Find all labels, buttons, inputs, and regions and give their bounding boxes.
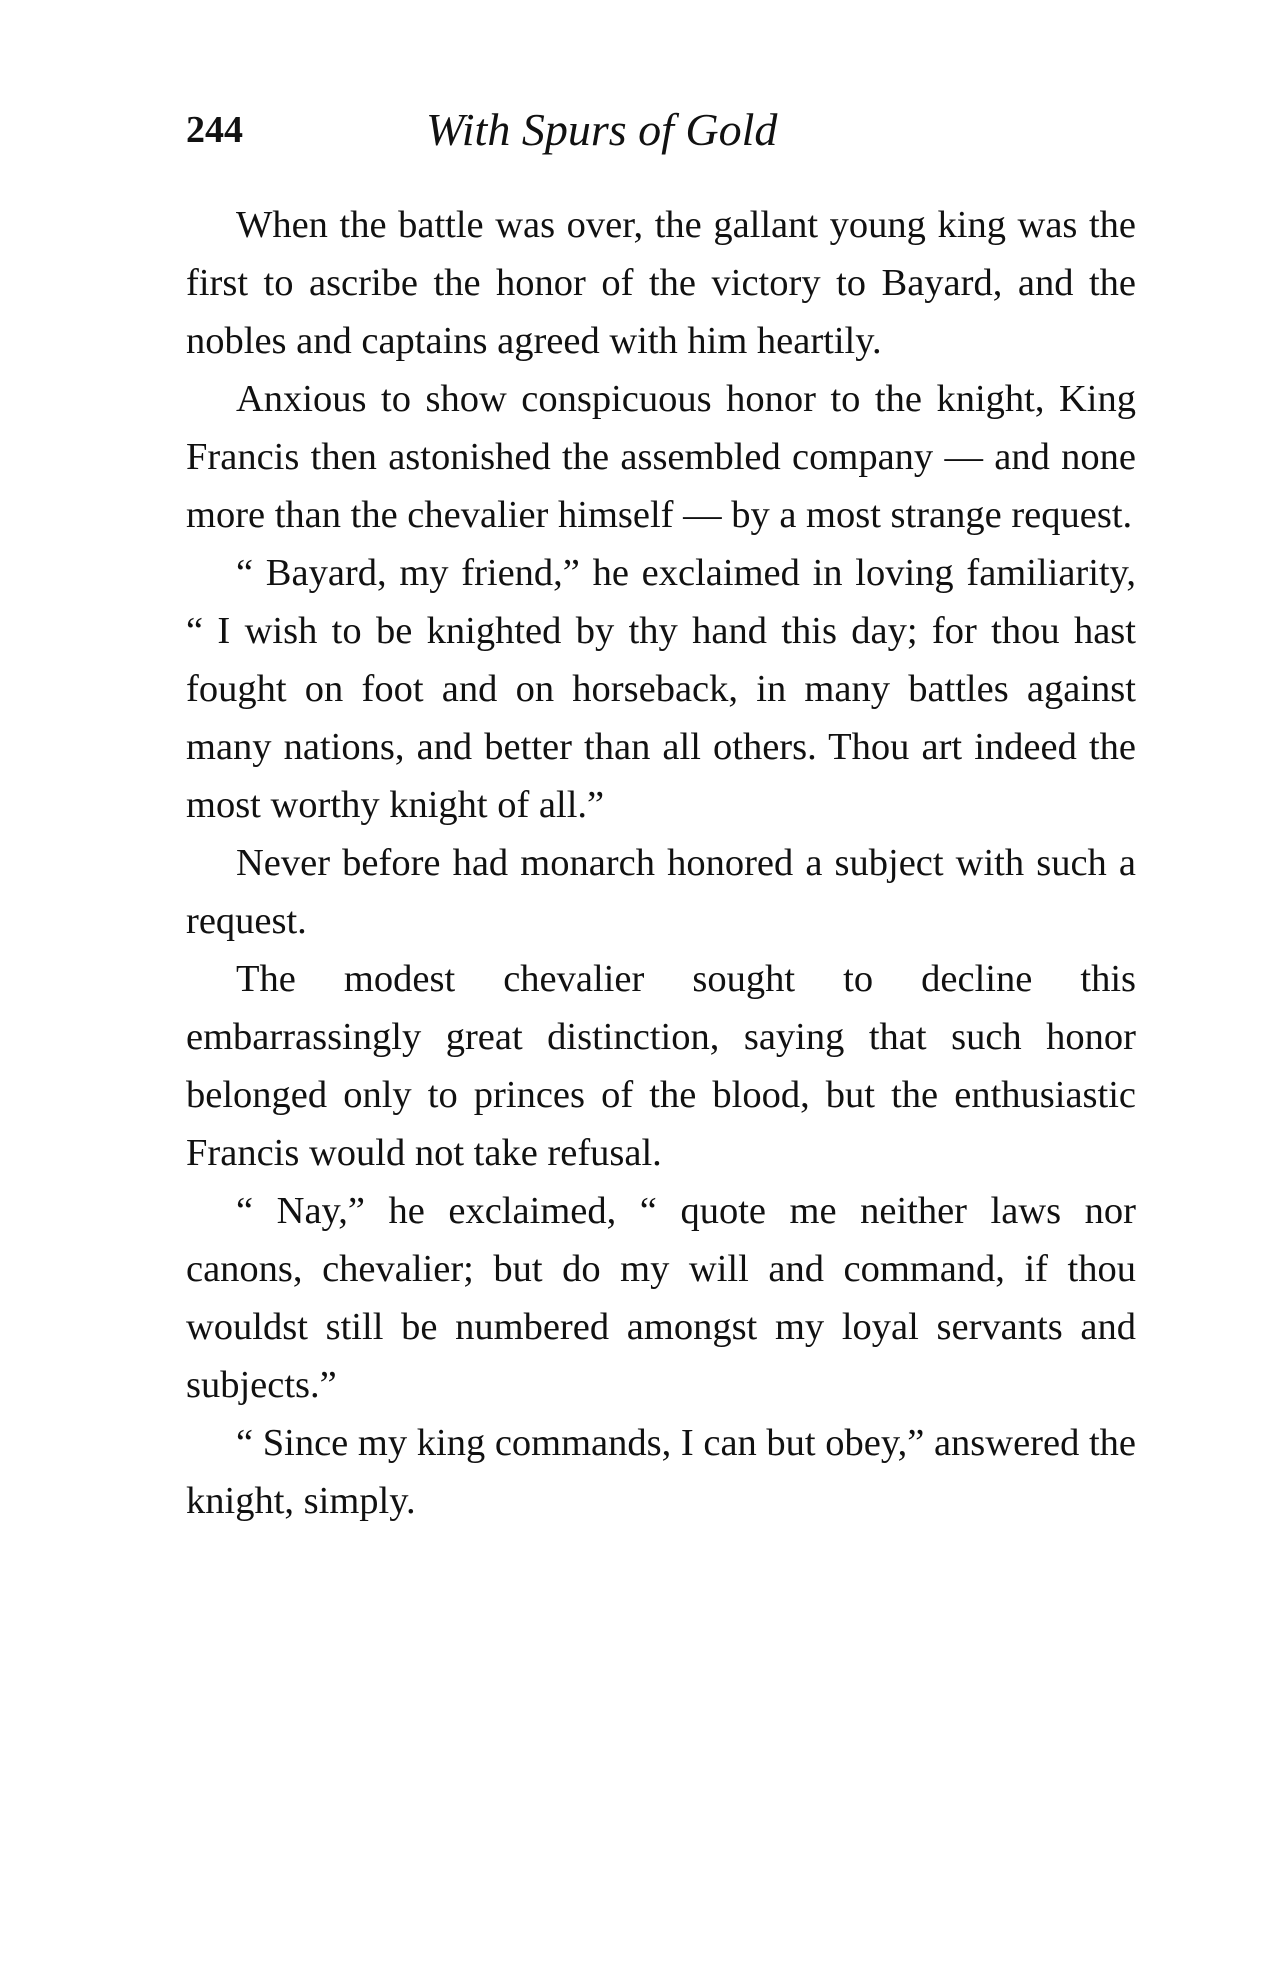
book-title: With Spurs of Gold <box>426 104 778 155</box>
page-number: 244 <box>186 109 243 151</box>
paragraph: The modest chevalier sought to decline this embarrassingly great distinction, saying that such honor belonged only to princes of the blood, but the enthusiastic Francis would not take refusal. <box>186 958 1136 1174</box>
body-text <box>186 196 1136 1530</box>
paragraph: Never before had monarch honored a subject with such a request. <box>186 842 1136 942</box>
paragraph: “ Nay,” he exclaimed, “ quote me neither laws nor canons, chevalier; but do my will and command, if thou wouldst still be numbered amongst my loyal servants and subjects.” <box>186 1190 1136 1406</box>
paragraph: “ Since my king commands, I can but obey,” answered the knight, simply. <box>186 1422 1136 1522</box>
paragraph: When the battle was over, the gallant young king was the first to ascribe the honor of the victory to Bayard, and the nobles and captains agreed with him heartily. <box>186 204 1136 362</box>
paragraph: Anxious to show conspicuous honor to the knight, King Francis then astonished the assembled company — and none more than the chevalier himself — by a most strange request. <box>186 378 1136 536</box>
running-head <box>186 100 1206 160</box>
paragraph: “ Bayard, my friend,” he exclaimed in loving familiarity, “ I wish to be knighted by thy hand this day; for thou hast fought on foot and on horseback, in many battles against many nations, and better than all others. Thou art indeed the most worthy knight of all.” <box>186 552 1136 826</box>
